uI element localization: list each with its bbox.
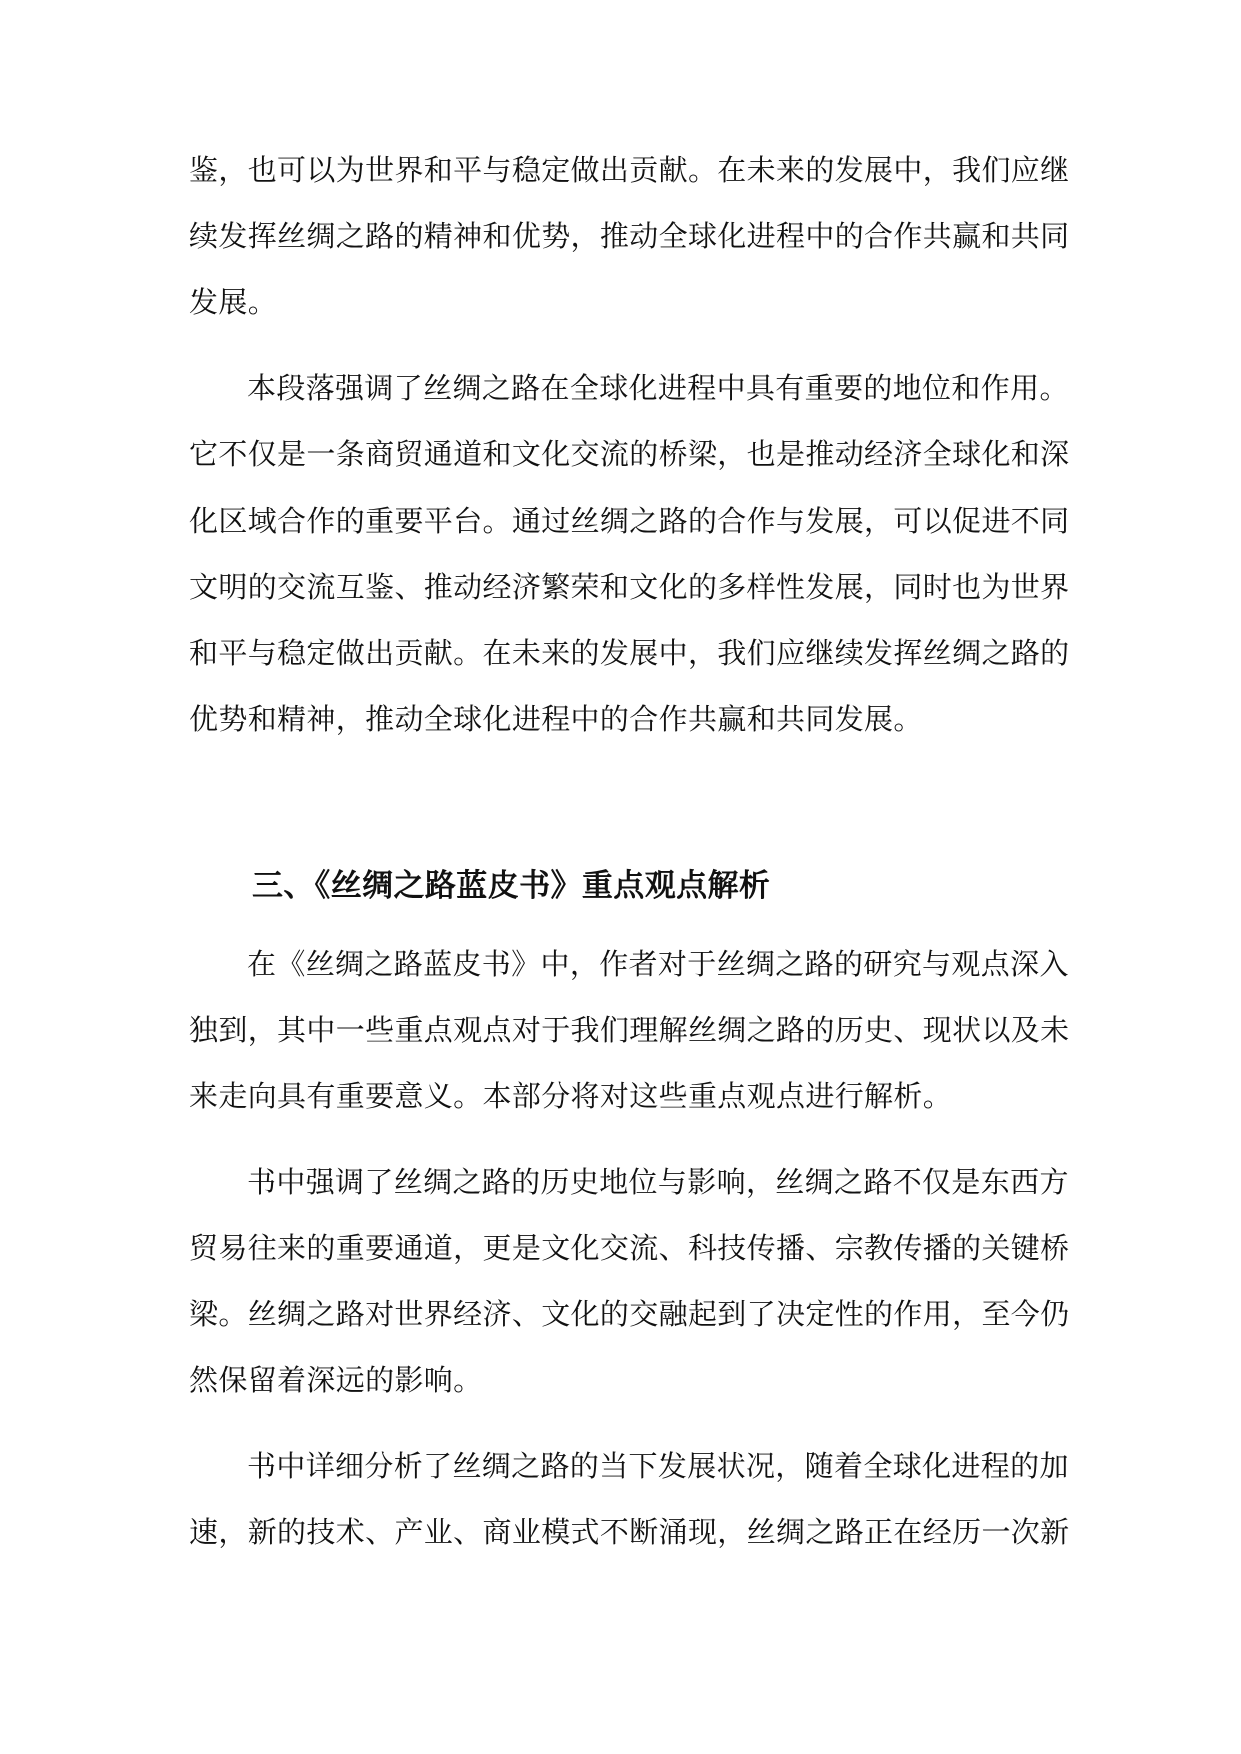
- body-text-line: 速，新的技术、产业、商业模式不断涌现，丝绸之路正在经历一次新: [189, 1515, 1070, 1549]
- body-text-line: 然保留着深远的影响。: [189, 1363, 483, 1397]
- body-text-line: 文明的交流互鉴、推动经济繁荣和文化的多样性发展，同时也为世界: [189, 570, 1070, 604]
- body-text-line: 贸易往来的重要通道，更是文化交流、科技传播、宗教传播的关键桥: [189, 1231, 1070, 1265]
- body-text-line: 化区域合作的重要平台。通过丝绸之路的合作与发展，可以促进不同: [189, 504, 1070, 538]
- section-heading: 三、《丝绸之路蓝皮书》重点观点解析: [252, 868, 771, 904]
- paragraph-first-line: 书中强调了丝绸之路的历史地位与影响，丝绸之路不仅是东西方: [247, 1165, 1069, 1199]
- body-text-line: 鉴，也可以为世界和平与稳定做出贡献。在未来的发展中，我们应继: [189, 153, 1070, 187]
- body-text-line: 独到，其中一些重点观点对于我们理解丝绸之路的历史、现状以及未: [189, 1013, 1070, 1047]
- body-text-line: 梁。丝绸之路对世界经济、文化的交融起到了决定性的作用，至今仍: [189, 1297, 1070, 1331]
- paragraph-first-line: 书中详细分析了丝绸之路的当下发展状况，随着全球化进程的加: [247, 1449, 1069, 1483]
- body-text-line: 优势和精神，推动全球化进程中的合作共赢和共同发展。: [189, 702, 923, 736]
- paragraph-first-line: 在《丝绸之路蓝皮书》中，作者对于丝绸之路的研究与观点深入: [247, 947, 1069, 981]
- body-text-line: 来走向具有重要意义。本部分将对这些重点观点进行解析。: [189, 1079, 953, 1113]
- paragraph-first-line: 本段落强调了丝绸之路在全球化进程中具有重要的地位和作用。: [247, 371, 1069, 405]
- body-text-line: 续发挥丝绸之路的精神和优势，推动全球化进程中的合作共赢和共同: [189, 219, 1070, 253]
- body-text-line: 它不仅是一条商贸通道和文化交流的桥梁，也是推动经济全球化和深: [189, 437, 1070, 471]
- body-text-line: 和平与稳定做出贡献。在未来的发展中，我们应继续发挥丝绸之路的: [189, 636, 1070, 670]
- body-text-line: 发展。: [189, 285, 278, 319]
